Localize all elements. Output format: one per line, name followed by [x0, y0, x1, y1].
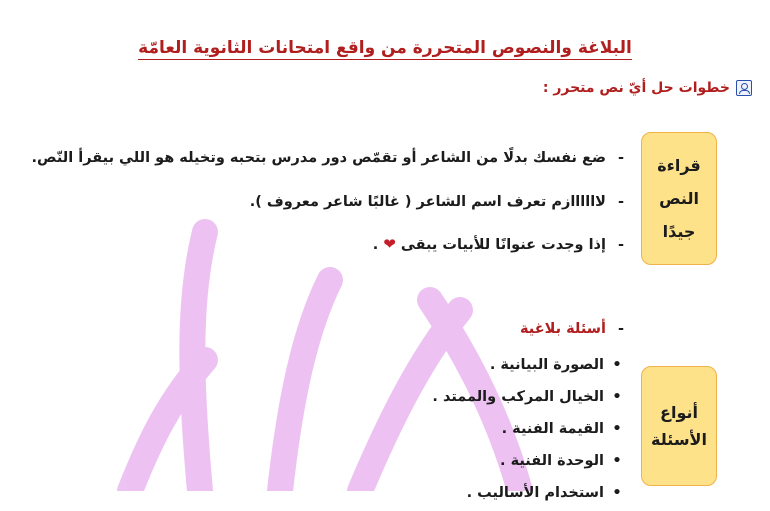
label-line: جيدًا: [662, 222, 696, 241]
question-types-heading: -أسئلة بلاغية: [519, 321, 624, 337]
label-box-question-types: [641, 366, 717, 486]
label-line: قراءة: [657, 156, 701, 175]
label-line: الأسئلة: [651, 430, 707, 449]
step-item: -لاااااازم تعرف اسم الشاعر ( غالبًا شاعر معروف ).: [249, 194, 624, 210]
label-line: النص: [659, 189, 699, 208]
step-item: -إذا وجدت عنوانًا للأبيات يبقى ❤ .: [372, 235, 624, 253]
person-card-icon: [736, 80, 752, 96]
page-title: البلاغة والنصوص المتحررة من واقع امتحانات الثانوية العامّة: [138, 38, 632, 58]
steps-heading-text: خطوات حل أيّ نص متحرر :: [542, 80, 730, 96]
heart-icon: ❤: [383, 235, 396, 253]
steps-heading: [543, 80, 752, 96]
list-item: • الخيال المركب والممتد .: [432, 383, 624, 415]
label-line: أنواع: [660, 403, 698, 422]
list-item: • القيمة الفنية .: [432, 415, 624, 447]
list-item: • الصورة البيانية .: [432, 351, 624, 383]
question-types-list: [432, 351, 624, 511]
step-item: -ضع نفسك بدلًا من الشاعر أو تقمّص دور مدرس بتحبه وتخيله هو اللي بيقرأ النّص.: [31, 150, 624, 166]
list-item: • استخدام الأساليب .: [432, 479, 624, 511]
list-item: • الوحدة الفنية .: [432, 447, 624, 479]
label-box-read-text: [641, 132, 717, 265]
